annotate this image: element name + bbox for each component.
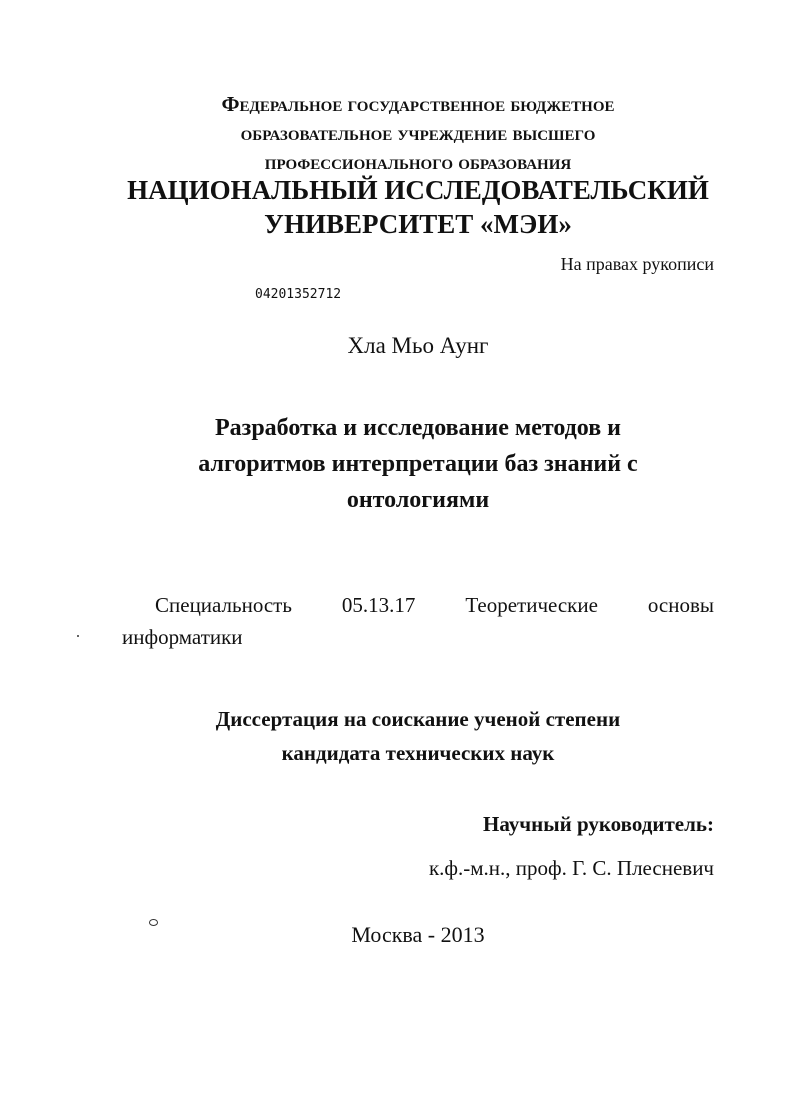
institution-header [0,90,796,177]
title-line-1: Разработка и исследование методов и [215,415,621,441]
institution-line-3: профессионального образования [264,150,572,174]
university-line-1: НАЦИОНАЛЬНЫЙ ИССЛЕДОВАТЕЛЬСКИЙ [127,175,709,205]
specialty-word-1: Специальность [155,593,292,617]
title-line-3: онтологиями [346,487,490,513]
supervisor-label: Научный руководитель: [483,812,714,836]
dissertation-title [0,410,796,518]
dissertation-line-1: Диссертация на соискание ученой степени [215,707,621,731]
university-name [0,173,796,241]
manuscript-note: На правах рукописи [560,254,714,274]
document-number: 04201352712 [255,287,342,302]
specialty-line-2: информатики [122,625,243,649]
dissertation-line-2: кандидата технических наук [281,741,555,765]
supervisor-name: к.ф.-м.н., проф. Г. С. Плесневич [428,856,714,880]
university-line-2: УНИВЕРСИТЕТ «МЭИ» [264,209,572,239]
specialty-code: 05.13.17 [341,593,416,617]
institution-line-1: Федеральное государственное бюджетное [221,92,615,116]
specialty-word-3: Теоретические [465,593,598,617]
scan-speck [77,635,79,637]
author-name: Хла Мьо Аунг [347,333,489,358]
scan-ring-mark [149,919,158,926]
specialty-word-4: основы [647,593,714,617]
dissertation-statement [0,702,796,770]
city-year: Москва - 2013 [351,922,485,947]
specialty-line-1 [122,589,714,621]
title-line-2: алгоритмов интерпретации баз знаний с [198,451,638,477]
specialty-block [122,589,714,653]
institution-line-2: образовательное учреждение высшего [240,121,596,145]
